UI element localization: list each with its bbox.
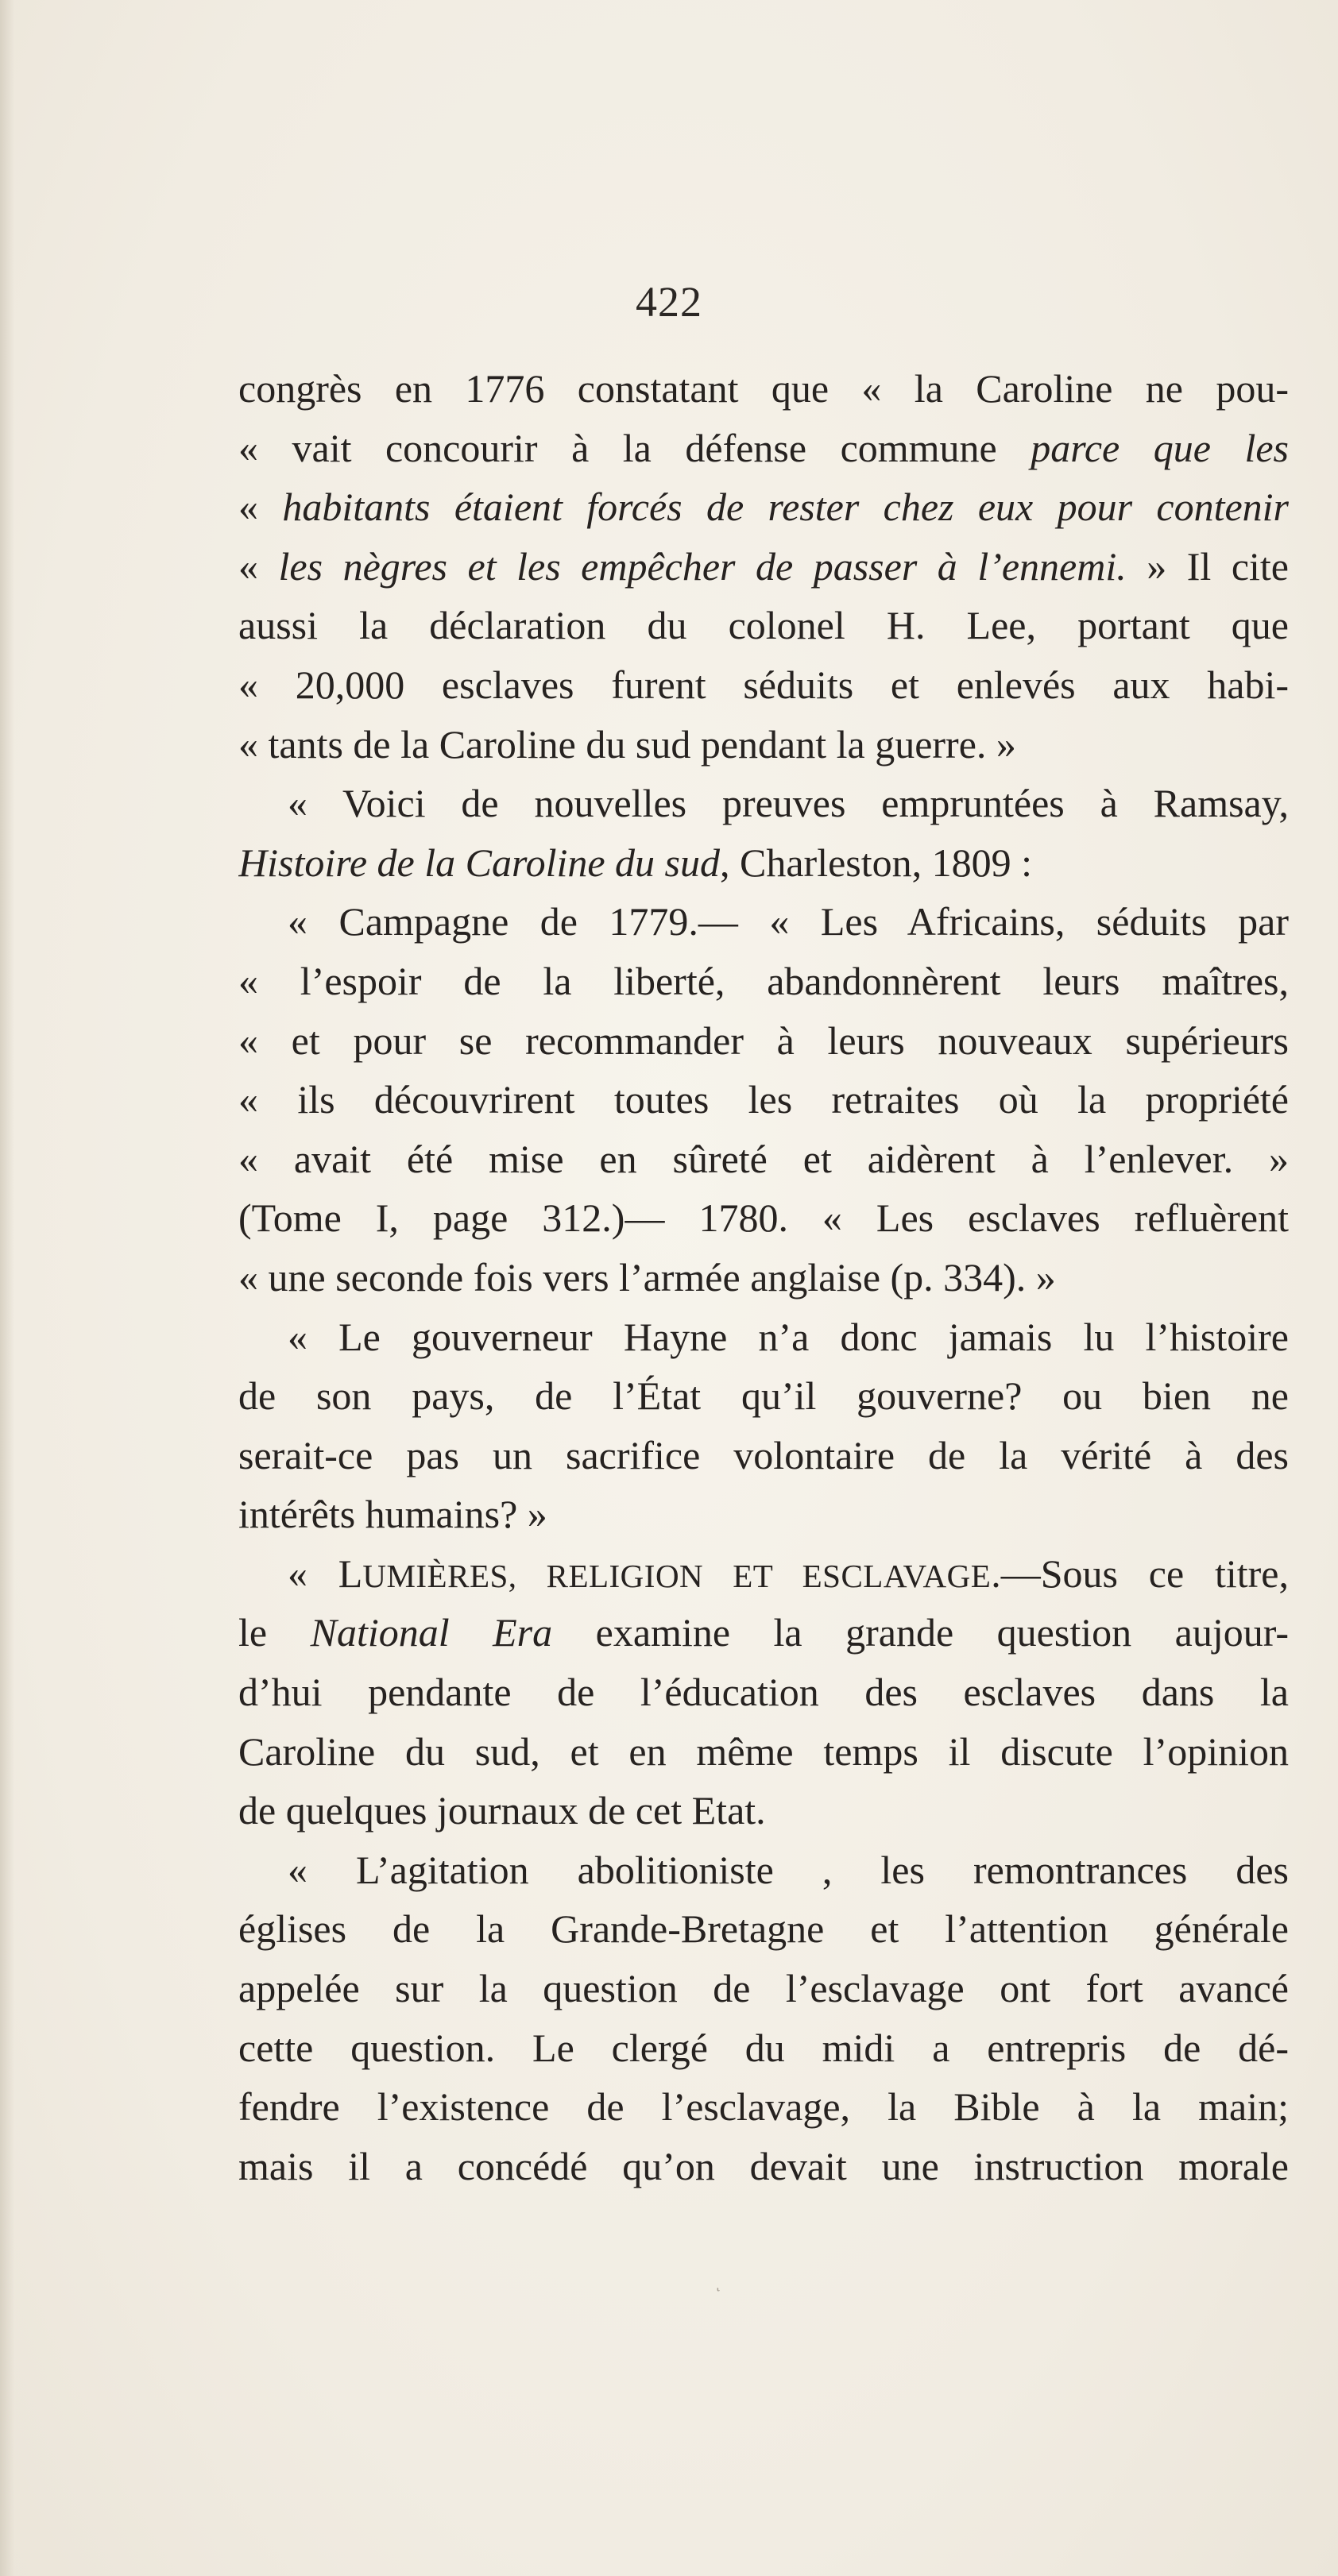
text-run: aussi la déclaration du colonel H. Lee, portant que (238, 603, 1289, 648)
binding-shadow (0, 0, 14, 2576)
text-run: congrès en 1776 constatant que « la Caroline ne pou- (238, 366, 1289, 411)
text-run: « et pour se recommander à leurs nouveaux supérieurs (238, 1018, 1289, 1063)
text-run: intérêts humains? » (238, 1492, 547, 1537)
text-run: » Il cite (1126, 543, 1289, 589)
text-line (238, 715, 1289, 774)
text-line (238, 419, 1289, 478)
text-line (238, 537, 1289, 597)
text-line (238, 655, 1289, 715)
text-run: (Tome I, page 312.)— 1780. « Les esclaves refluèrent (238, 1195, 1289, 1241)
text-run: « L (288, 1551, 363, 1596)
text-line (238, 1188, 1289, 1248)
text-line (238, 1070, 1289, 1130)
text-line (238, 359, 1289, 419)
text-line (238, 1959, 1289, 2018)
text-run: mais il a concédé qu’on devait une instruction morale (238, 2143, 1289, 2188)
text-line (238, 477, 1289, 537)
text-run: cette question. Le clergé du midi a entrepris de dé- (238, 2025, 1289, 2070)
text-run: « ils découvrirent toutes les retraites où la propriété (238, 1077, 1289, 1122)
text-run: serait-ce pas un sacrifice volontaire de la vérité à des (238, 1432, 1289, 1477)
text-line (238, 1899, 1289, 1959)
text-run: de quelques journaux de cet Etat. (238, 1788, 766, 1833)
text-run: « une seconde fois vers l’armée anglaise (p. 334). » (238, 1254, 1056, 1300)
text-line (238, 833, 1289, 893)
text-line (238, 1663, 1289, 1722)
text-run: « avait été mise en sûreté et aidèrent à l’enlever. » (238, 1136, 1289, 1181)
text-run: le (238, 1610, 311, 1655)
pencil-mark: ͺ (715, 2269, 722, 2292)
text-line (238, 1426, 1289, 1485)
text-line (238, 1130, 1289, 1189)
text-run: « tants de la Caroline du sud pendant la guerre. » (238, 721, 1016, 767)
text-line (238, 1307, 1289, 1367)
text-line (238, 1248, 1289, 1307)
text-run: fendre l’existence de l’esclavage, la Bible à la main; (238, 2084, 1289, 2130)
text-line (238, 1366, 1289, 1426)
text-run: « vait concourir à la défense commune (238, 425, 1031, 470)
text-run: d’hui pendante de l’éducation des esclaves dans la (238, 1670, 1289, 1715)
text-run: « Le gouverneur Hayne n’a donc jamais lu l’histoire (288, 1314, 1289, 1359)
text-run: « l’espoir de la liberté, abandonnèrent leurs maîtres, (238, 958, 1289, 1003)
text-run: UMIÈRES, RELIGION ET ESCLAVAGE (362, 1557, 992, 1594)
text-line (238, 1603, 1289, 1663)
text-line (238, 2137, 1289, 2196)
text-run: appelée sur la question de l’esclavage ont fort avancé (238, 1966, 1289, 2011)
text-line (238, 1544, 1289, 1604)
text-line (238, 1840, 1289, 1900)
text-line (238, 1722, 1289, 1782)
text-run: « Campagne de 1779.— « Les Africains, séduits par (288, 899, 1289, 944)
italic-text: parce que les (1031, 425, 1289, 470)
text-line (238, 892, 1289, 952)
body-text (238, 359, 1289, 2196)
text-run: « L’agitation abolitioniste , les remontrances des (288, 1847, 1289, 1892)
text-line (238, 2018, 1289, 2078)
italic-text: habitants étaient forcés de rester chez eux pour contenir (282, 485, 1289, 530)
italic-text: Histoire de la Caroline du sud (238, 840, 721, 885)
text-run: églises de la Grande-Bretagne et l’attention générale (238, 1906, 1289, 1952)
text-line (238, 1011, 1289, 1071)
text-run: « (238, 485, 283, 530)
italic-text: les nègres et les empêcher de passer à l’ennemi. (278, 543, 1127, 589)
text-line (238, 2077, 1289, 2137)
text-run: « Voici de nouvelles preuves empruntées à Ramsay, (288, 781, 1289, 826)
text-line (238, 596, 1289, 655)
text-line (238, 952, 1289, 1011)
text-line (238, 1485, 1289, 1544)
text-run: .—Sous ce titre, (991, 1551, 1289, 1596)
text-line (238, 774, 1289, 833)
text-run: « (238, 543, 279, 589)
text-run: « 20,000 esclaves furent séduits et enlevés aux habi- (238, 662, 1289, 707)
page-number: 422 (636, 278, 702, 326)
italic-text: National Era (310, 1610, 553, 1655)
text-run: , Charleston, 1809 : (720, 840, 1033, 885)
text-run: examine la grande question aujour- (552, 1610, 1289, 1655)
text-line (238, 1781, 1289, 1840)
text-run: de son pays, de l’État qu’il gouverne? ou bien ne (238, 1373, 1289, 1419)
text-run: Caroline du sud, et en même temps il discute l’opinion (238, 1728, 1289, 1774)
